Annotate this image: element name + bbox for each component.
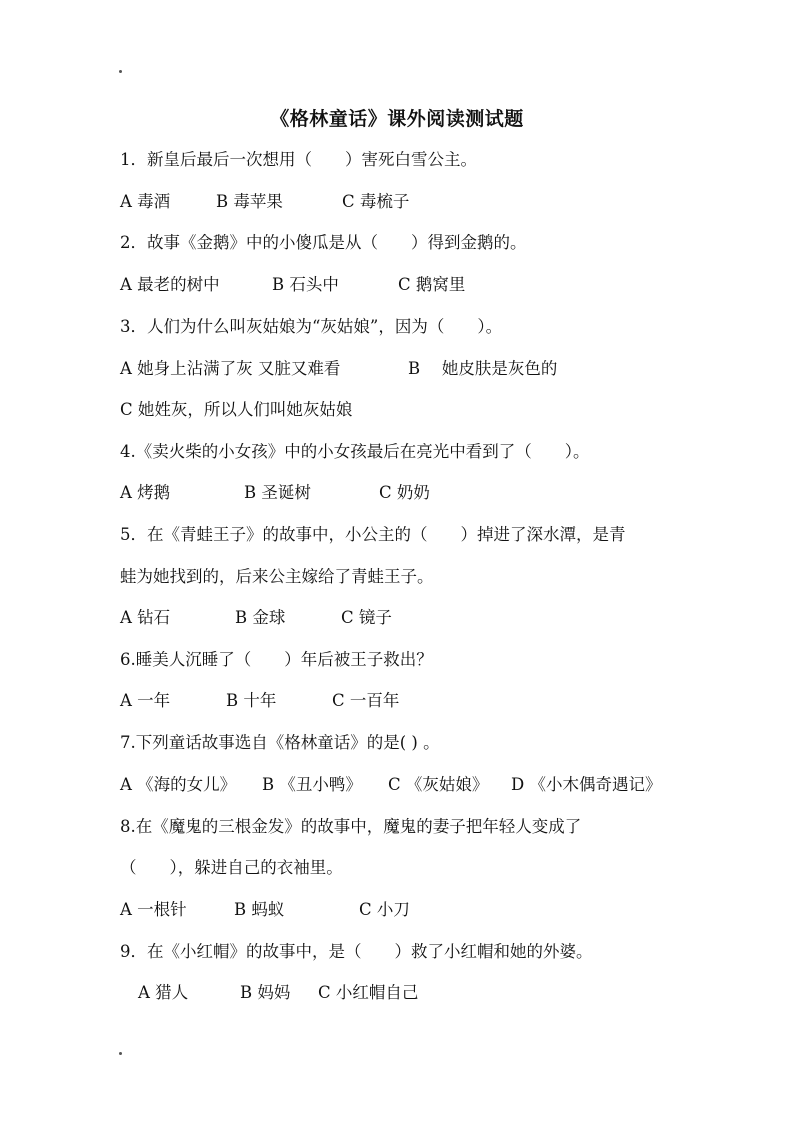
- question-1-option-c: C 毒梳子: [342, 192, 410, 211]
- corner-mark-bottom: [119, 1052, 122, 1055]
- question-9-option-c: C 小红帽自己: [318, 983, 419, 1002]
- question-5-option-c: C 镜子: [341, 608, 392, 627]
- question-4-option-b: B 圣诞树: [244, 483, 311, 502]
- question-8-text-line1: 8.在《魔鬼的三根金发》的故事中，魔鬼的妻子把年轻人变成了: [120, 817, 582, 836]
- corner-mark-top: [119, 70, 122, 73]
- question-7-option-b: B 《丑小鸭》: [262, 775, 362, 794]
- question-3-option-b: B 她皮肤是灰色的: [408, 359, 558, 378]
- question-3-option-c: C 她姓灰，所以人们叫她灰姑娘: [120, 400, 353, 419]
- question-8-option-a: A 一根针: [120, 900, 187, 919]
- question-8-text-line2: （ ），躲进自己的衣袖里。: [120, 858, 343, 877]
- question-6-text: 6.睡美人沉睡了（ ）年后被王子救出？: [120, 650, 433, 669]
- question-6-options: [120, 689, 399, 713]
- question-7-text: 7.下列童话故事选自《格林童话》的是( ) 。: [120, 733, 440, 752]
- question-4-option-a: A 烤鹅: [120, 483, 171, 502]
- question-9-option-b: B 妈妈: [240, 983, 291, 1002]
- question-2-options: [120, 273, 465, 297]
- question-8-option-c: C 小刀: [359, 900, 410, 919]
- question-5-options: [120, 606, 392, 630]
- question-3-options-row1: [120, 357, 557, 381]
- question-7-option-a: A 《海的女儿》: [120, 775, 237, 794]
- question-7-option-c: C 《灰姑娘》: [388, 775, 489, 794]
- question-5-option-b: B 金球: [235, 608, 286, 627]
- question-3-option-a: A 她身上沾满了灰 又脏又难看: [120, 359, 341, 378]
- question-6-option-a: A 一年: [120, 691, 171, 710]
- question-2-text: 2．故事《金鹅》中的小傻瓜是从（ ）得到金鹅的。: [120, 233, 527, 252]
- question-1-text: 1．新皇后最后一次想用（ ）害死白雪公主。: [120, 150, 477, 169]
- question-8-option-b: B 蚂蚁: [234, 900, 285, 919]
- question-7-option-d: D 《小木偶奇遇记》: [511, 775, 662, 794]
- question-9-options: [138, 981, 418, 1005]
- question-1-option-b: B 毒苹果: [216, 192, 283, 211]
- question-4-option-c: C 奶奶: [379, 483, 430, 502]
- question-2-option-c: C 鹅窝里: [398, 275, 466, 294]
- question-4-options: [120, 481, 430, 505]
- question-5-text-line1: 5．在《青蛙王子》的故事中，小公主的（ ）掉进了深水潭，是青: [120, 525, 626, 544]
- question-6-option-c: C 一百年: [332, 691, 400, 710]
- question-9-text: 9．在《小红帽》的故事中，是（ ）救了小红帽和她的外婆。: [120, 942, 593, 961]
- question-2-option-a: A 最老的树中: [120, 275, 220, 294]
- page-title: 《格林童话》课外阅读测试题: [270, 108, 524, 130]
- question-9-option-a: A 猎人: [138, 983, 189, 1002]
- question-4-text: 4.《卖火柴的小女孩》中的小女孩最后在亮光中看到了（ ）。: [120, 442, 590, 461]
- question-8-options: [120, 898, 410, 922]
- question-5-option-a: A 钻石: [120, 608, 171, 627]
- question-5-text-line2: 蛙为她找到的，后来公主嫁给了青蛙王子。: [120, 567, 434, 586]
- question-7-options: [120, 773, 661, 797]
- question-1-option-a: A 毒酒: [120, 192, 171, 211]
- question-6-option-b: B 十年: [226, 691, 277, 710]
- question-1-options: [120, 190, 409, 214]
- question-2-option-b: B 石头中: [272, 275, 339, 294]
- question-3-text: 3．人们为什么叫灰姑娘为“灰姑娘”，因为（ ）。: [120, 317, 503, 336]
